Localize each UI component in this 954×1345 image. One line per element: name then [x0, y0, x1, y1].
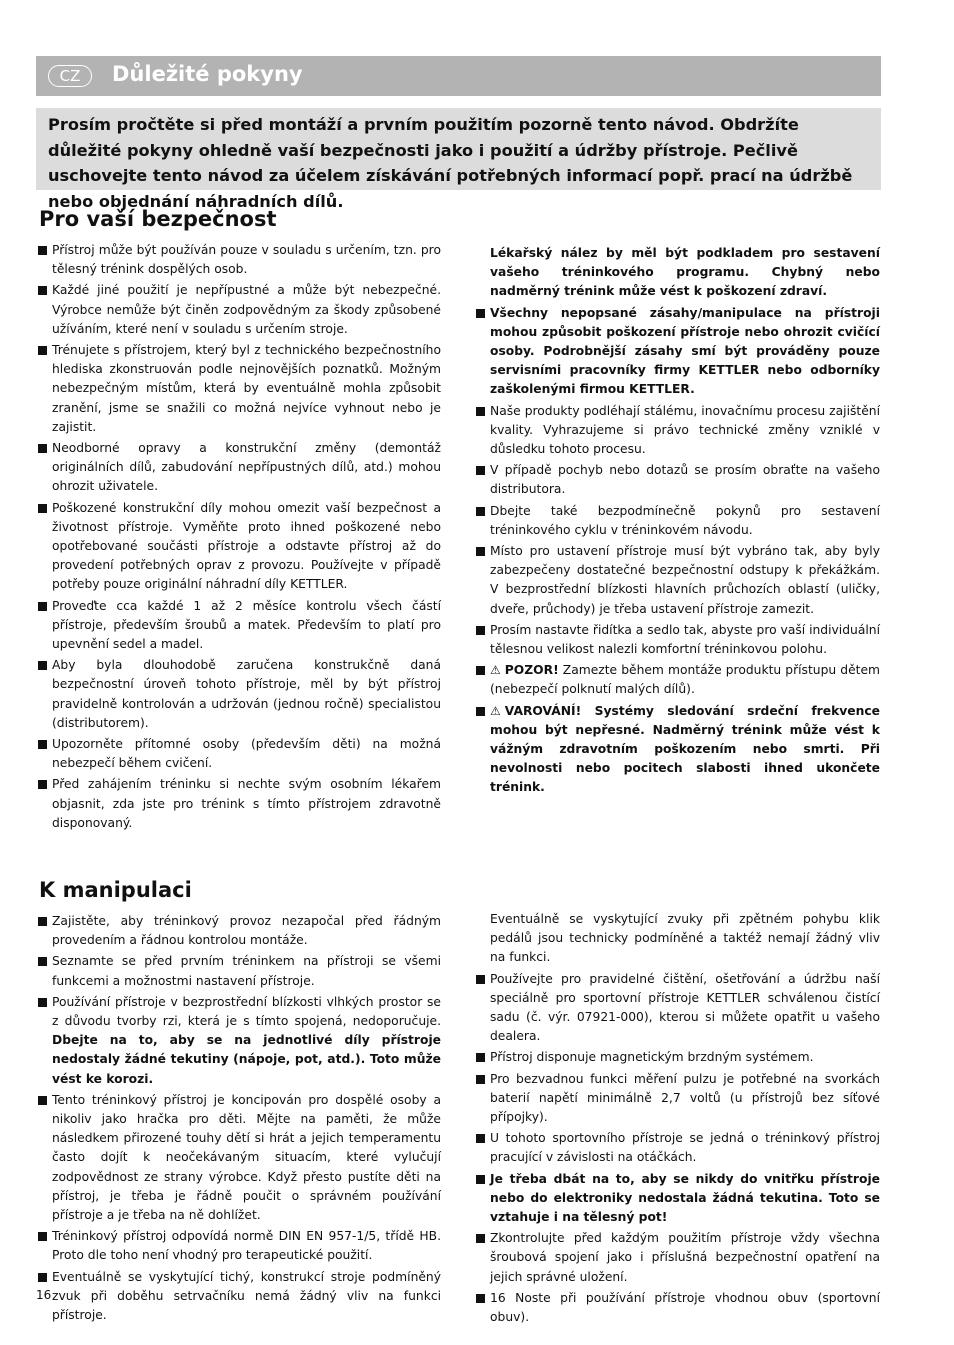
list-item: Používejte pro pravidelné čištění, ošetřování a údržbu naší speciálně pro sportovní přístroje KETTLER schválenou čistící sadu (č. výr. 07921-000), kterou si můžete opatřit u vašeho dealera. — [476, 970, 880, 1047]
safety-right-column — [476, 244, 880, 800]
varovani-text: Systémy sledování srdeční frekvence mohou být nepřesné. Nadměrný trénink může vést k vážným zdravotním poškozením nebo smrti. Při nevolnosti nebo pocitech slabosti ihned ukončete trénink. — [490, 703, 881, 795]
pozor-text: Zamezte během montáže produktu přístupu dětem (nebezpečí polknutí malých dílů). — [490, 663, 880, 697]
list-item: 16 Noste při používání přístroje vhodnou obuv (sportovní obuv). — [476, 1289, 880, 1327]
list-item: U tohoto sportovního přístroje se jedná o tréninkový přístroj pracující v závislosti na otáčkách. — [476, 1129, 880, 1167]
list-item: Dbejte také bezpodmínečně pokynů pro sestavení tréninkového cyklu v tréninkovém návodu. — [476, 502, 880, 540]
list-item: Seznamte se před prvním tréninkem na přístroji se všemi funkcemi a možnostmi nastavení přístroje. — [38, 952, 441, 990]
list-item: Neodborné opravy a konstrukční změny (demontáž originálních dílů, zabudování nepřípustných dílů, atd.) mohou ohrozit uživatele. — [38, 439, 441, 497]
humidity-item — [38, 993, 441, 1089]
safety-left-column — [38, 241, 441, 835]
warning-triangle-icon: ⚠ — [490, 663, 501, 678]
list-item: Trénujete s přístrojem, který byl z technického bezpečnostního hlediska zkonstruován podle nejnovějších poznatků. Možným nebezpečným místům, která by eventuálně mohla způsobit zranění, jsme se snažili co možná nejvíce vyhnout nebo je zajistit. — [38, 341, 441, 437]
varovani-label: VAROVÁNÍ! — [504, 703, 582, 718]
list-item: Místo pro ustavení přístroje musí být vybráno tak, aby byly zabezpečeny dostatečné bezpečnostní odstupy k překážkám. V bezprostřední blízkosti hlavních průchozích oblastí (uličky, dveře, průchody) je třeba ustavení přístroje zamezit. — [476, 542, 880, 619]
list-item: Eventuálně se vyskytující tichý, konstrukcí stroje podmíněný zvuk při doběhu setrvačníku nemá žádný vliv na funkci přístroje. — [38, 1268, 441, 1326]
list-item: Přístroj může být používán pouze v souladu s určením, tzn. pro tělesný trénink dospělých osob. — [38, 241, 441, 279]
pozor-label: POZOR! — [504, 663, 559, 678]
list-item: Zajistěte, aby tréninkový provoz nezapočal před řádným provedením a řádnou kontrolou montáže. — [38, 912, 441, 950]
varovani-item — [476, 702, 880, 798]
page-number: 16 — [36, 1288, 52, 1302]
intro-text: Prosím pročtěte si před montáží a prvním použitím pozorně tento návod. Obdržíte důležité pokyny ohledně vaší bezpečnosti jako i použití a údržby přístroje. Pečlivě uschovejte tento návod za účelem získávání potřebných informací popř. prací na údržbě nebo objednání náhradních dílů. — [48, 115, 853, 211]
list-item: Aby byla dlouhodobě zaručena konstrukčně daná bezpečnostní úroveň tohoto přístroje, měl by být přístroj pravidelně kontrolován a udržován (jednou ročně) specialistou (distributorem). — [38, 656, 441, 733]
list-item: Zkontrolujte před každým použitím přístroje vždy všechna šroubová spojení jako i příslušná bezpečnostní opatření na jejich správné uložení. — [476, 1229, 880, 1287]
list-item: V případě pochyb nebo dotazů se prosím obraťte na vašeho distributora. — [476, 461, 880, 499]
humidity-text: Používání přístroje v bezprostřední blízkosti vlhkých prostor se z důvodu tvorby rzi, která je s tímto spojená, nedoporučuje. — [52, 994, 441, 1029]
list-item: Poškozené konstrukční díly mohou omezit vaší bezpečnost a životnost přístroje. Vyměňte proto ihned poškozené nebo opotřebované součásti přístroje a odstavte přístroj až do provedení potřebných oprav z provozu. Používejte v případě potřeby pouze originální náhradní díly KETTLER. — [38, 499, 441, 595]
language-badge: CZ — [48, 65, 92, 87]
list-item: Upozorněte přítomné osoby (především děti) na možná nebezpečí během cvičení. — [38, 735, 441, 773]
list-item: Přístroj disponuje magnetickým brzdným systémem. — [476, 1048, 880, 1067]
header-title: Důležité pokyny — [112, 62, 303, 86]
list-item: Prosím nastavte řidítka a sedlo tak, abyste pro vaší individuální tělesnou velikost nalezli komfortní tréninkovou polohu. — [476, 621, 880, 659]
list-item: Všechny nepopsané zásahy/manipulace na přístroji mohou způsobit poškození přístroje nebo ohrozit cvičící osoby. Podrobnější zásahy smí být prováděny pouze servisními pracovníky firmy KETTLER nebo odborníky zaškolenými firmou KETTLER. — [476, 304, 880, 400]
list-item: Pro bezvadnou funkci měření pulzu je potřebné na svorkách baterií napětí minimálně 2,7 voltů (u přístrojů bez síťové přípojky). — [476, 1070, 880, 1128]
section-title-handling: K manipulaci — [39, 878, 192, 902]
list-item: Každé jiné použití je nepřípustné a může být nebezpečné. Výrobce nemůže být činěn zodpovědným za škody způsobené užíváním, které není v souladu s určením stroje. — [38, 281, 441, 339]
header-bar — [36, 56, 881, 96]
handling-left-column — [38, 912, 441, 1327]
pozor-item — [476, 661, 880, 699]
list-item: Je třeba dbát na to, aby se nikdy do vnitřku přístroje nebo do elektroniky nedostala žádná tekutina. Toto se vztahuje i na tělesný pot! — [476, 1170, 880, 1228]
pedal-noise-note: Eventuálně se vyskytující zvuky při zpětném pohybu klik pedálů jsou technicky podmíněné a taktéž nemají žádný vliv na funkci. — [490, 912, 880, 965]
intro-box — [36, 108, 881, 211]
section-title-safety: Pro vaší bezpečnost — [39, 207, 277, 231]
medical-note: Lékařský nález by měl být podkladem pro sestavení vašeho tréninkového programu. Chybný nebo nadměrný trénink může vést k poškození zdraví. — [490, 246, 880, 299]
list-item: Před zahájením tréninku si nechte svým osobním lékařem objasnit, zda jste pro trénink s tímto přístrojem zdravotně disponovaný. — [38, 775, 441, 833]
list-item: Tento tréninkový přístroj je koncipován pro dospělé osoby a nikoliv jako hračka pro děti. Mějte na paměti, že může následkem přirozené touhy dětí si hrát a jejich temperamentu často dojít k neočekávaným situacím, které vylučují zodpovědnost ze strany výrobce. Když přesto pustíte děti na přístroj, je třeba je řádně poučit o správném používání přístroje a je třeba na ně dohlížet. — [38, 1091, 441, 1225]
handling-right-column — [476, 910, 880, 1329]
list-item: Proveďte cca každé 1 až 2 měsíce kontrolu všech částí přístroje, především šroubů a matek. Především to platí pro upevnění sedel a madel. — [38, 597, 441, 655]
list-item: Tréninkový přístroj odpovídá normě DIN EN 957-1/5, třídě HB. Proto dle toho není vhodný pro terapeutické použití. — [38, 1227, 441, 1265]
list-item: Naše produkty podléhají stálému, inovačnímu procesu zajištění kvality. Vyhrazujeme si právo technické změny vzniklé v důsledku tohoto procesu. — [476, 402, 880, 460]
humidity-warning: Dbejte na to, aby se na jednotlivé díly přístroje nedostaly žádné tekutiny (nápoje, pot, atd.). Toto může vést ke korozi. — [52, 1033, 441, 1086]
warning-triangle-icon: ⚠ — [490, 703, 501, 718]
